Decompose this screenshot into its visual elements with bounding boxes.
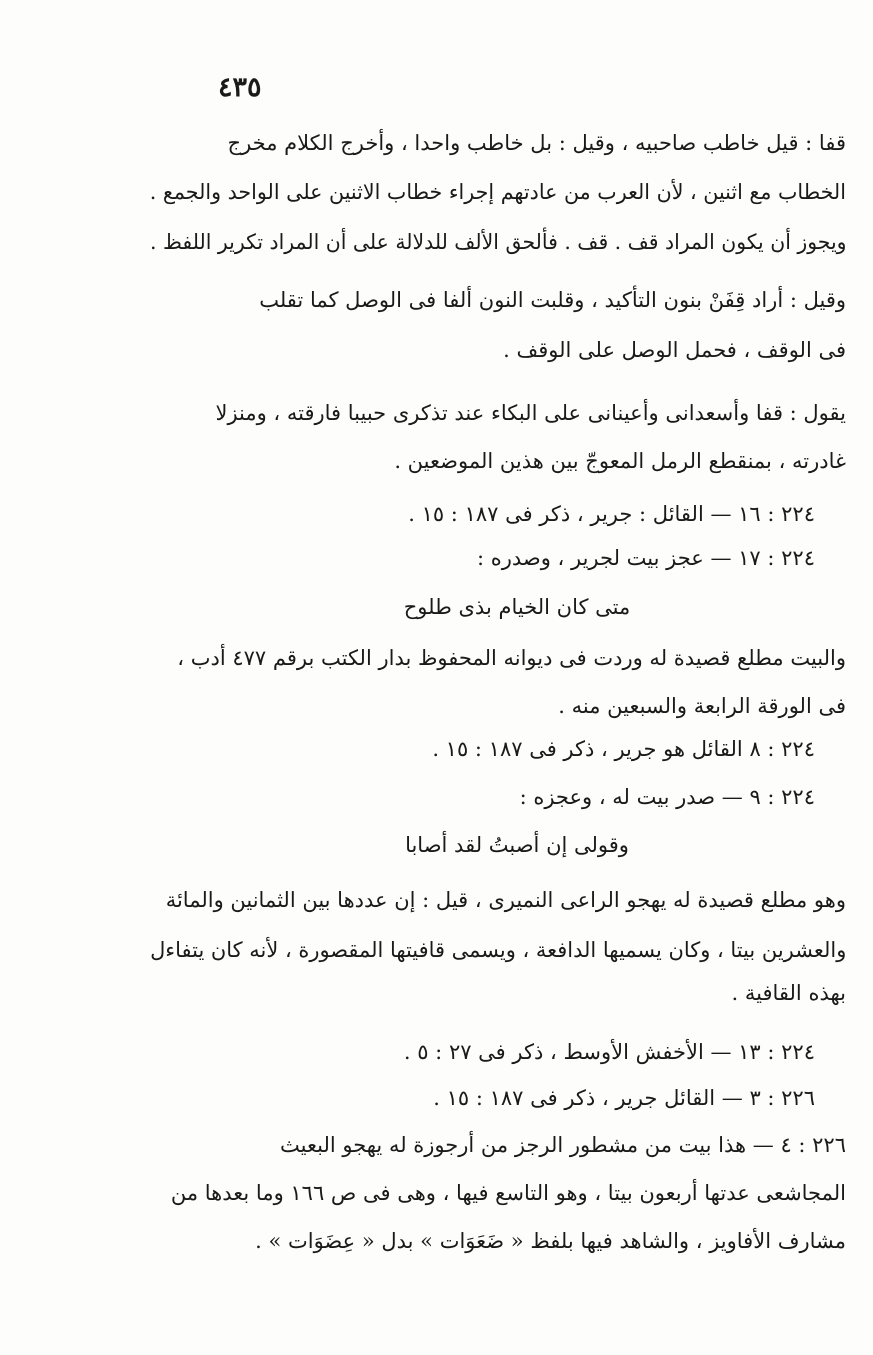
text-line: المجاشعى عدتها أربعون بيتا ، وهو التاسع فيها ، وهى فى ص ١٦٦ وما بعدها من: [170, 1181, 846, 1205]
verse-line: وقولى إن أصبتُ لقد أصابا: [405, 833, 629, 857]
text-line: فى الوقف ، فحمل الوصل على الوقف .: [503, 338, 846, 362]
text-line: والبيت مطلع قصيدة له وردت فى ديوانه المحفوظ بدار الكتب برقم ٤٧٧ أدب ،: [177, 646, 846, 670]
text-line: فى الورقة الرابعة والسبعين منه .: [558, 694, 846, 718]
text-line: وهو مطلع قصيدة له يهجو الراعى النميرى ، قيل : إن عددها بين الثمانين والمائة: [165, 888, 846, 912]
text-line: ٢٢٦ : ٤ — هذا بيت من مشطور الرجز من أرجوزة له يهجو البعيث: [280, 1133, 846, 1157]
text-line: وقيل : أراد قِفَنْ بنون التأكيد ، وقلبت النون ألفا فى الوصل كما تقلب: [259, 288, 846, 312]
text-line: ويجوز أن يكون المراد قف . قف . فألحق الألف للدلالة على أن المراد تكرير اللفظ .: [149, 230, 846, 254]
text-line: مشارف الأفاويز ، والشاهد فيها بلفظ « ضَعَوَات » بدل « عِضَوَات » .: [255, 1229, 846, 1253]
text-line: بهذه القافية .: [731, 981, 846, 1005]
text-line: غادرته ، بمنقطع الرمل المعوجّ بين هذين الموضعين .: [394, 449, 846, 473]
text-line: ٢٢٤ : ٩ — صدر بيت له ، وعجزه :: [519, 785, 815, 809]
verse-line: متى كان الخيام بذى طلوح: [403, 595, 631, 619]
text-line: ٢٢٤ : ١٣ — الأخفش الأوسط ، ذكر فى ٢٧ : ٥ .: [403, 1040, 815, 1064]
text-line: ٢٢٤ : ٨ القائل هو جرير ، ذكر فى ١٨٧ : ١٥ .: [432, 737, 815, 761]
text-line: ٢٢٦ : ٣ — القائل جرير ، ذكر فى ١٨٧ : ١٥ .: [433, 1086, 815, 1110]
text-line: ٢٢٤ : ١٦ — القائل : جرير ، ذكر فى ١٨٧ : ١٥ .: [408, 502, 815, 526]
page-number: ٤٣٥: [218, 72, 262, 103]
text-line: والعشرين بيتا ، وكان يسميها الدافعة ، ويسمى قافيتها المقصورة ، لأنه كان يتفاءل: [149, 938, 846, 962]
text-line: الخطاب مع اثنين ، لأن العرب من عادتهم إجراء خطاب الاثنين على الواحد والجمع .: [149, 180, 846, 204]
text-line: قفا : قيل خاطب صاحبيه ، وقيل : بل خاطب واحدا ، وأخرج الكلام مخرج: [227, 131, 846, 155]
text-line: يقول : قفا وأسعدانى وأعينانى على البكاء عند تذكرى حبيبا فارقته ، ومنزلا: [215, 401, 846, 425]
text-line: ٢٢٤ : ١٧ — عجز بيت لجرير ، وصدره :: [476, 546, 815, 570]
